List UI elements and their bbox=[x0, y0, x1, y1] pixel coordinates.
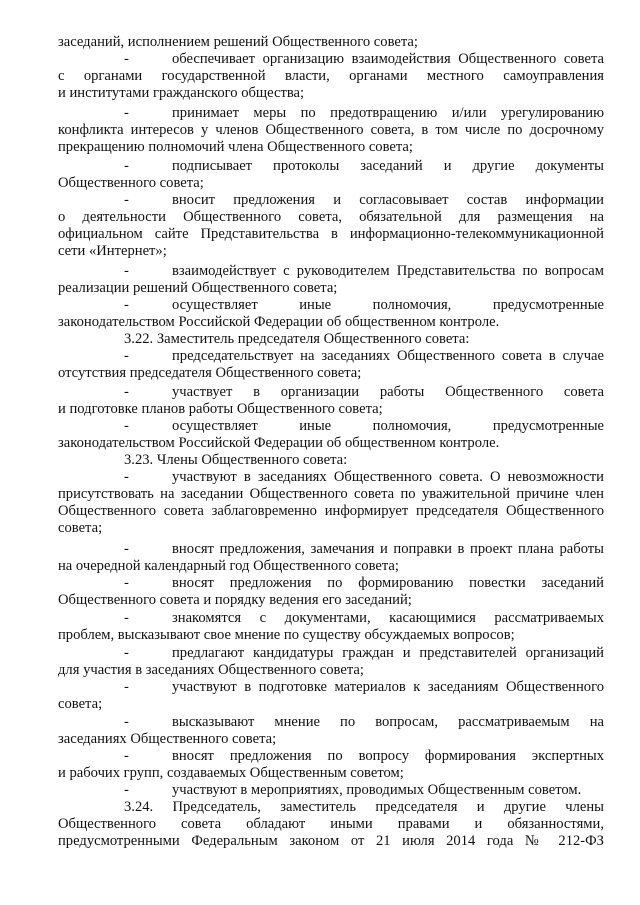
text-line: участвуют в заседаниях Общественного совета. О невозможности bbox=[172, 469, 604, 485]
bullet-dash: - bbox=[124, 384, 129, 400]
text-line: и рабочих групп, создаваемых Общественным советом; bbox=[58, 765, 404, 781]
bullet-dash: - bbox=[124, 348, 129, 364]
text-line: вносят предложения по вопросу формирования экспертных bbox=[172, 748, 604, 764]
bullet-dash: - bbox=[124, 51, 129, 67]
text-line: совета; bbox=[58, 520, 103, 536]
text-line: председательствует на заседаниях Общественного совета в случае bbox=[172, 348, 604, 364]
bullet-dash: - bbox=[124, 263, 129, 279]
text-line: участвуют в подготовке материалов к заседаниям Общественного bbox=[172, 679, 604, 695]
section-heading: 3.24. Председатель, заместитель председателя и другие члены bbox=[124, 799, 604, 815]
bullet-dash: - bbox=[124, 679, 129, 695]
bullet-dash: - bbox=[124, 192, 129, 208]
text-line: конфликта интересов у членов Общественного совета, в том числе по досрочному bbox=[58, 122, 604, 138]
text-line: предлагают кандидатуры граждан и представителей организаций bbox=[172, 645, 604, 661]
text-line: совета; bbox=[58, 696, 103, 712]
bullet-dash: - bbox=[124, 748, 129, 764]
text-line: предусмотренными Федеральным законом от 21 июля 2014 года № 212-ФЗ bbox=[58, 833, 604, 849]
text-line: участвует в организации работы Общественного совета bbox=[172, 384, 604, 400]
bullet-dash: - bbox=[124, 541, 129, 557]
text-line: высказывают мнение по вопросам, рассматриваемым на bbox=[172, 714, 604, 730]
text-line: законодательством Российской Федерации об общественном контроле. bbox=[58, 435, 500, 451]
text-line: вносят предложения, замечания и поправки в проект плана работы bbox=[172, 541, 604, 557]
text-line: и институтами гражданского общества; bbox=[58, 85, 305, 101]
text-line: присутствовать на заседании Общественного совета по уважительной причине член bbox=[58, 486, 604, 502]
bullet-dash: - bbox=[124, 418, 129, 434]
text-line: Общественного совета; bbox=[58, 175, 204, 191]
text-line: взаимодействует с руководителем Представительства по вопросам bbox=[172, 263, 604, 279]
text-line: подписывает протоколы заседаний и другие документы bbox=[172, 158, 604, 174]
bullet-dash: - bbox=[124, 714, 129, 730]
bullet-dash: - bbox=[124, 297, 129, 313]
text-line: вносит предложения и согласовывает состав информации bbox=[172, 192, 604, 208]
bullet-dash: - bbox=[124, 645, 129, 661]
text-line: Общественного совета обладают иными правами и обязанностями, bbox=[58, 816, 604, 832]
bullet-dash: - bbox=[124, 610, 129, 626]
text-line: законодательством Российской Федерации об общественном контроле. bbox=[58, 314, 500, 330]
text-line: осуществляет иные полномочия, предусмотренные bbox=[172, 297, 604, 313]
text-line: принимает меры по предотвращению и/или урегулированию bbox=[172, 105, 604, 121]
text-line: Общественного совета заблаговременно информирует председателя Общественного bbox=[58, 503, 604, 519]
text-line: для участия в заседаниях Общественного совета; bbox=[58, 662, 364, 678]
text-line: о деятельности Общественного совета, обязательной для размещения на bbox=[58, 209, 604, 225]
text-line: и подготовке планов работы Общественного совета; bbox=[58, 401, 383, 417]
bullet-dash: - bbox=[124, 158, 129, 174]
text-line: заседаниях Общественного совета; bbox=[58, 731, 277, 747]
section-heading: 3.22. Заместитель председателя Общественного совета: bbox=[124, 331, 470, 347]
bullet-dash: - bbox=[124, 782, 129, 798]
bullet-dash: - bbox=[124, 105, 129, 121]
text-line: заседаний, исполнением решений Общественного совета; bbox=[58, 34, 418, 50]
text-line: обеспечивает организацию взаимодействия Общественного совета bbox=[172, 51, 604, 67]
bullet-dash: - bbox=[124, 575, 129, 591]
text-line: знакомятся с документами, касающимися рассматриваемых bbox=[172, 610, 604, 626]
text-line: участвуют в мероприятиях, проводимых Общественным советом. bbox=[172, 782, 582, 798]
text-line: реализации решений Общественного совета; bbox=[58, 280, 338, 296]
text-line: Общественного совета и порядку ведения его заседаний; bbox=[58, 592, 412, 608]
text-line: официальном сайте Представительства в информационно-телекоммуникационной bbox=[58, 226, 604, 242]
text-line: с органами государственной власти, органами местного самоуправления bbox=[58, 68, 604, 84]
text-line: осуществляет иные полномочия, предусмотренные bbox=[172, 418, 604, 434]
bullet-dash: - bbox=[124, 469, 129, 485]
text-line: прекращению полномочий члена Общественного совета; bbox=[58, 139, 413, 155]
text-line: сети «Интернет»; bbox=[58, 243, 167, 259]
text-line: вносят предложения по формированию повестки заседаний bbox=[172, 575, 604, 591]
section-heading: 3.23. Члены Общественного совета: bbox=[124, 452, 348, 468]
text-line: на очередной календарный год Общественного совета; bbox=[58, 558, 399, 574]
text-line: проблем, высказывают свое мнение по существу обсуждаемых вопросов; bbox=[58, 627, 515, 643]
text-line: отсутствия председателя Общественного совета; bbox=[58, 365, 362, 381]
